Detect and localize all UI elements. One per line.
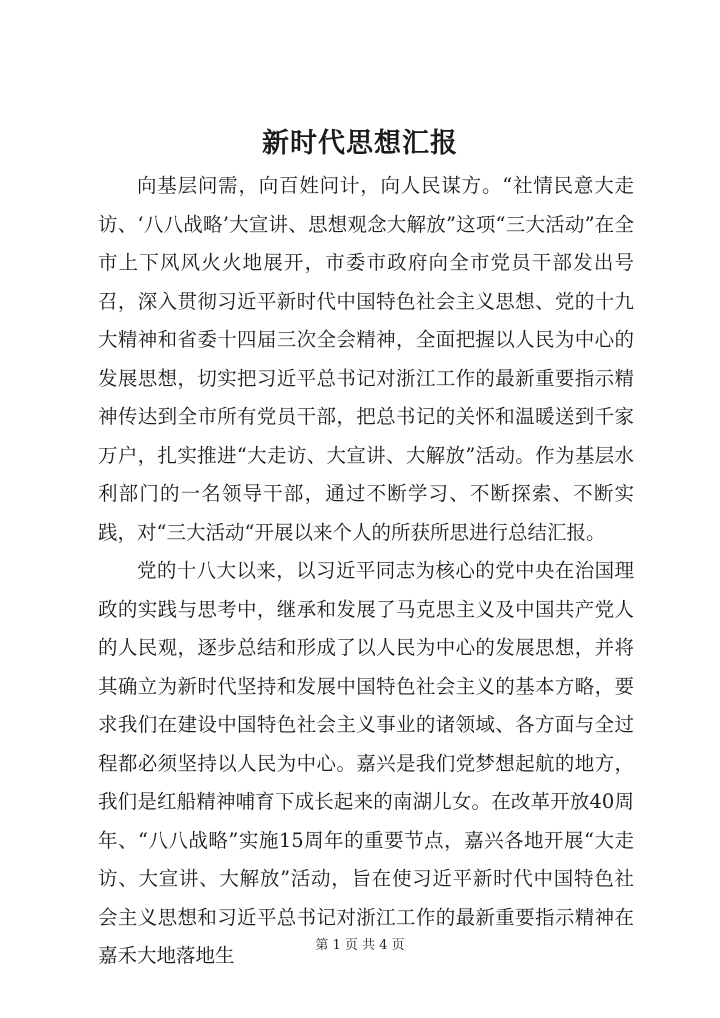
paragraph-2: 党的十八大以来，以习近平同志为核心的党中央在治国理政的实践与思考中，继承和发展了马克思主义及中国共产党人的人民观，逐步总结和形成了以人民为中心的发展思想，并将其确立为新时代坚持和发展中国特色社会主义的基本方略，要求我们在建设中国特色社会主义事业的诸领域、各方面与全过程都必须坚持以人民为中心。嘉兴是我们党梦想起航的地方，我们是红船精神哺育下成长起来的南湖儿女。在改革开放40周年、“八八战略”实施15周年的重要节点，嘉兴各地开展“大走访、大宣讲、大解放”活动，旨在使习近平新时代中国特色社会主义思想和习近平总书记对浙江工作的最新重要指示精神在嘉禾大地落地生 <box>98 559 634 967</box>
page-footer: 第 1 页 共 4 页 <box>315 938 405 953</box>
page-title: 新时代思想汇报 <box>262 128 458 159</box>
document-body <box>98 167 634 976</box>
paragraph-1: 向基层问需，向百姓问计，向人民谋方。“社情民意大走访、‘八八战略’大宣讲、思想观念大解放”这项“三大活动”在全市上下风风火火地展开，市委市政府向全市党员干部发出号召，深入贯彻习近平新时代中国特色社会主义思想、党的十九大精神和省委十四届三次全会精神，全面把握以人民为中心的发展思想，切实把习近平总书记对浙江工作的最新重要指示精神传达到全市所有党员干部，把总书记的关怀和温暖送到千家万户，扎实推进“大走访、大宣讲、大解放”活动。作为基层水利部门的一名领导干部，通过不断学习、不断探索、不断实践，对“三大活动“开展以来个人的所获所思进行总结汇报。 <box>98 174 634 544</box>
